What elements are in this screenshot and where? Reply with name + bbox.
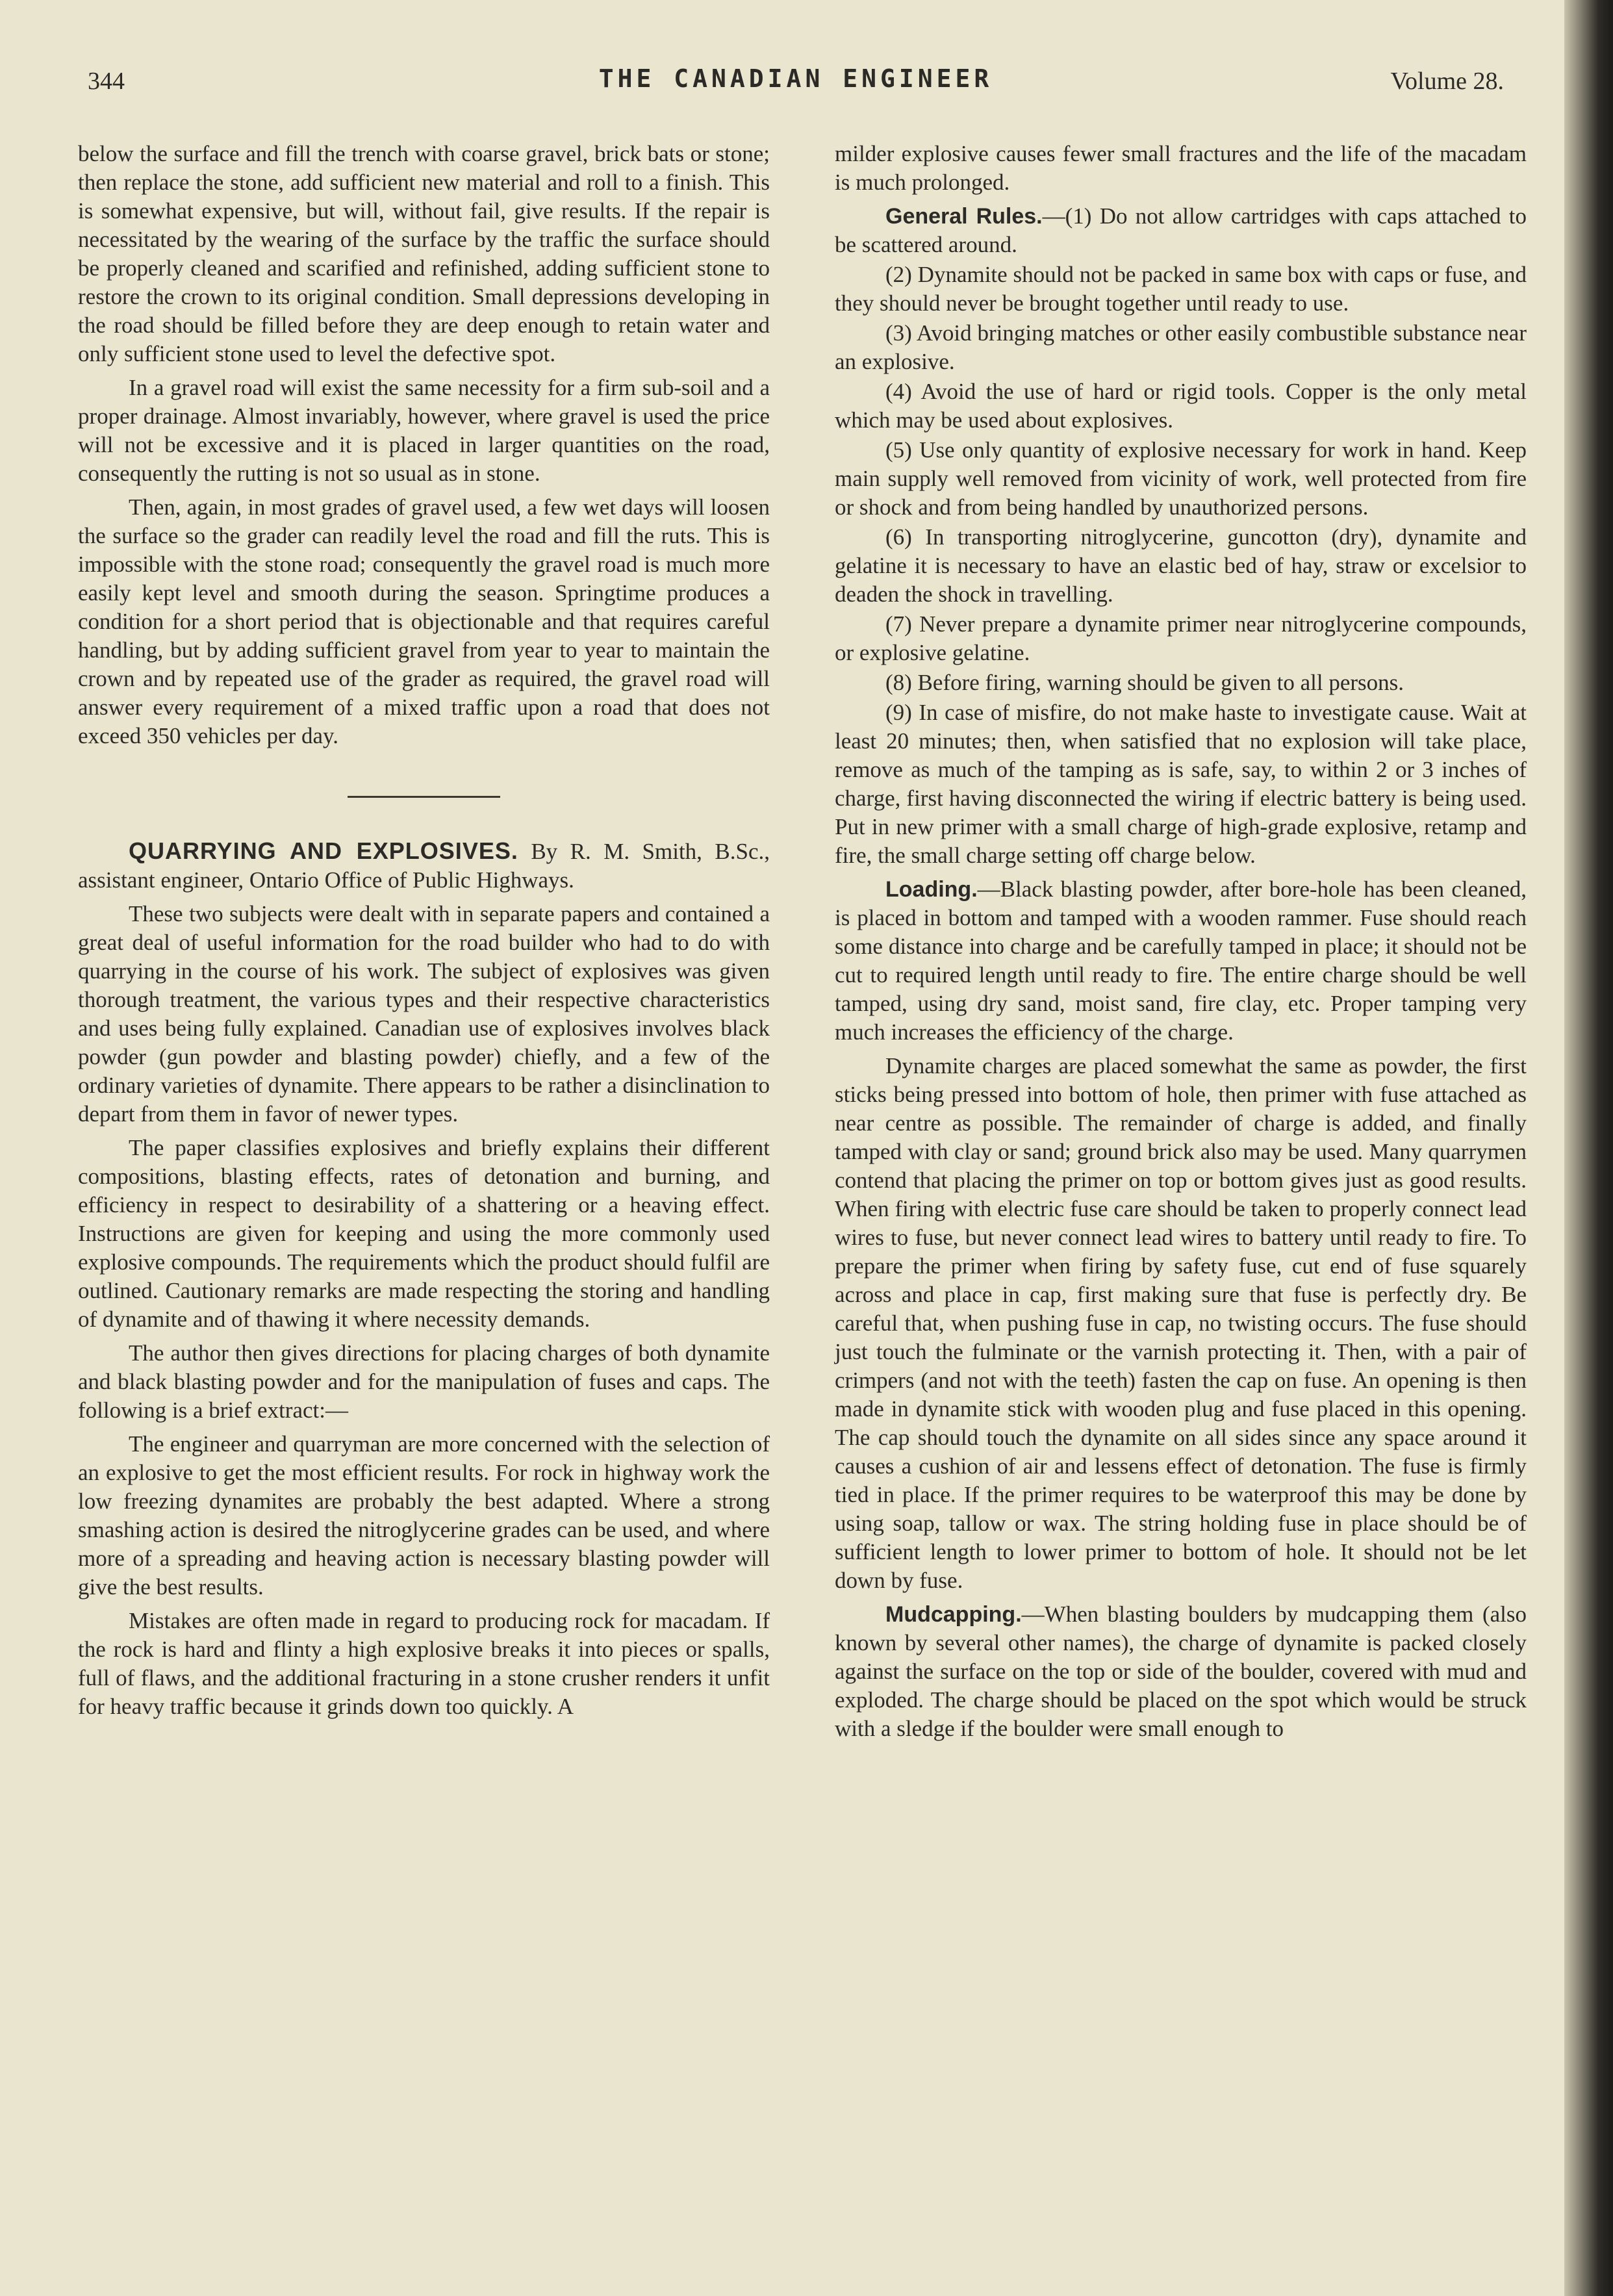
right-column <box>835 140 1527 1744</box>
general-rules-heading: General Rules. <box>885 204 1043 229</box>
rule-item: (3) Avoid bringing matches or other easily combustible substance near an explosive. <box>835 320 1527 374</box>
loading-text: —Black blasting powder, after bore-hole has been cleaned, is placed in bottom and tamped with a wooden rammer. Fuse should reach some distance into charge and be carefully tamped in place; it should not be cut to required length until ready to fire. The entire charge should be well tamped, using dry sand, moist sand, fire clay, etc. Proper tamping very much increases the efficiency of the charge. <box>835 876 1527 1045</box>
article-byline: By R. M. Smith, B.Sc., assistant engineer, Ontario Office of Public Highways. <box>78 839 770 893</box>
left-column <box>78 140 770 1722</box>
paragraph: The engineer and quarryman are more concerned with the selection of an explosive to get the most efficient results. For rock in highway work the low freezing dynamites are probably the best adapted. Where a strong smashing action is desired the nitroglycerine grades can be used, and where more of a spreading and heaving action is necessary blasting powder will give the best results. <box>78 1431 770 1600</box>
paragraph: milder explosive causes fewer small fractures and the life of the macadam is much prolonged. <box>835 141 1527 195</box>
rule-item: (6) In transporting nitroglycerine, guncotton (dry), dynamite and gelatine it is necessary to have an elastic bed of hay, straw or excelsior to deaden the shock in travelling. <box>835 524 1527 607</box>
rule-text: —(1) Do not allow cartridges with caps attached to be scattered around. <box>835 203 1527 257</box>
mudcapping-text: —When blasting boulders by mudcapping them (also known by several other names), the charge of dynamite is packed closely against the surface on the top or side of the boulder, covered with mud and exploded. The charge should be placed on the spot which would be struck with a sledge if the boulder were small enough to <box>835 1601 1527 1741</box>
journal-title: THE CANADIAN ENGINEER <box>598 64 993 93</box>
paragraph: Then, again, in most grades of gravel used, a few wet days will loosen the surface so the grader can readily level the road and fill the ruts. This is impossible with the stone road; consequently the gravel road is much more easily kept level and smooth during the season. Springtime produces a condition for a short period that is objectionable and that requires careful handling, but by adding sufficient gravel from year to year to maintain the crown and by repeated use of the grader as required, the gravel road will answer every requirement of a mixed traffic upon a road that does not exceed 350 vehicles per day. <box>78 494 770 748</box>
rule-item: (8) Before firing, warning should be given to all persons. <box>885 670 1404 695</box>
paragraph: below the surface and fill the trench with coarse gravel, brick bats or stone; then replace the stone, add sufficient new material and roll to a finish. This is somewhat expensive, but will, without fail, give results. If the repair is necessitated by the wearing of the surface by the traffic the surface should be properly cleaned and scarified and refinished, adding sufficient stone to restore the crown to its original condition. Small depressions developing in the road should be filled before they are deep enough to retain water and only sufficient stone used to level the defective spot. <box>78 141 770 366</box>
book-spine-shadow <box>1564 0 1613 2296</box>
section-divider <box>348 796 500 798</box>
paragraph: The author then gives directions for placing charges of both dynamite and black blasting powder and for the manipulation of fuses and caps. The following is a brief extract:— <box>78 1340 770 1423</box>
running-header <box>88 62 1504 101</box>
general-rules-paragraph <box>835 202 1527 259</box>
rule-item: (5) Use only quantity of explosive necessary for work in hand. Keep main supply well removed from vicinity of work, well protected from fire or shock and from being handled by unauthorized persons. <box>835 437 1527 520</box>
mudcapping-paragraph <box>835 1600 1527 1743</box>
loading-paragraph <box>835 875 1527 1047</box>
paragraph: In a gravel road will exist the same necessity for a firm sub-soil and a proper drainage. Almost invariably, however, where gravel is used the price will not be excessive and it is placed in larger quantities on the road, consequently the rutting is not so usual as in stone. <box>78 375 770 486</box>
loading-heading: Loading. <box>885 877 978 902</box>
volume-label: Volume 28. <box>1390 68 1504 95</box>
rule-item: (4) Avoid the use of hard or rigid tools. Copper is the only metal which may be used about explosives. <box>835 379 1527 433</box>
rule-item: (9) In case of misfire, do not make haste to investigate cause. Wait at least 20 minutes; then, when satisfied that no explosion will take place, remove as much of the tamping as is safe, say, to within 2 or 3 inches of charge, first having disconnected the wiring if electric battery is being used. Put in new primer with a small charge of high-grade explosive, retamp and fire, the small charge setting off charge below. <box>835 700 1527 868</box>
article-title: QUARRYING AND EXPLOSIVES. <box>129 837 518 864</box>
page-number: 344 <box>88 68 125 95</box>
article-heading-paragraph <box>78 837 770 895</box>
rule-item: (2) Dynamite should not be packed in same box with caps or fuse, and they should never be brought together until ready to use. <box>835 262 1527 316</box>
mudcapping-heading: Mudcapping. <box>885 1602 1022 1627</box>
paragraph: Dynamite charges are placed somewhat the same as powder, the first sticks being pressed into bottom of hole, then primer with fuse attached as near centre as possible. The remainder of charge is added, and finally tamped with clay or sand; ground brick also may be used. Many quarrymen contend that placing the primer on top or bottom gives just as good results. When firing with electric fuse care should be taken to properly connect lead wires to fuse, but never connect lead wires to battery until ready to fire. To prepare the primer when firing by safety fuse, cut end of fuse squarely across and place in cap, first making sure that fuse is perfectly dry. Be careful that, when pushing fuse in cap, no twisting occurs. The fuse should just touch the fulminate or the varnish protecting it. Then, with a pair of crimpers (and not with the teeth) fasten the cap on fuse. An opening is then made in dynamite stick with wooden plug and fuse placed in this opening. The cap should touch the dynamite on all sides since any space around it causes a cushion of air and lessens effect of detonation. The fuse is firmly tied in place. If the primer requires to be waterproof this may be done by using soap, tallow or wax. The string holding fuse in place should be of sufficient length to lower primer to bottom of hole. It should not be let down by fuse. <box>835 1053 1527 1593</box>
rule-item: (7) Never prepare a dynamite primer near nitroglycerine compounds, or explosive gelatine. <box>835 611 1527 665</box>
paragraph: Mistakes are often made in regard to producing rock for macadam. If the rock is hard and flinty a high explosive breaks it into pieces or spalls, full of flaws, and the additional fracturing in a stone crusher renders it unfit for heavy traffic because it grinds down too quickly. A <box>78 1608 770 1719</box>
paragraph: These two subjects were dealt with in separate papers and contained a great deal of useful information for the road builder who had to do with quarrying in the course of his work. The subject of explosives was given thorough treatment, the various types and their respective characteristics and uses being fully explained. Canadian use of explosives involves black powder (gun powder and blasting powder) chiefly, and a few of the ordinary varieties of dynamite. There appears to be rather a disinclination to depart from them in favor of newer types. <box>78 901 770 1127</box>
paragraph: The paper classifies explosives and briefly explains their different compositions, blasting effects, rates of detonation and burning, and efficiency in respect to desirability of a shattering or a heaving effect. Instructions are given for keeping and using the more commonly used explosive compounds. The requirements which the product should fulfil are outlined. Cautionary remarks are made respecting the storing and handling of dynamite and of thawing it where necessity demands. <box>78 1135 770 1332</box>
